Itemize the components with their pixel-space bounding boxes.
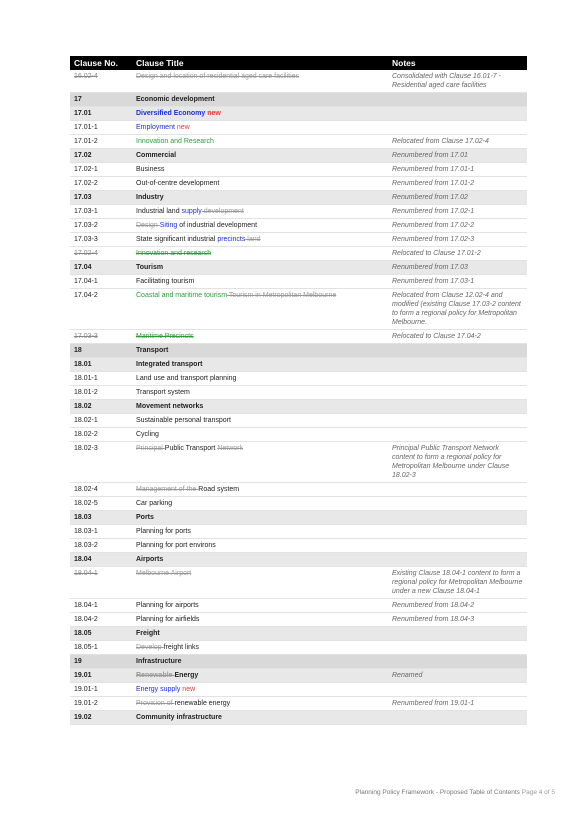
clause-number: 18.01 [70, 358, 132, 372]
table-row [70, 497, 527, 511]
clause-title [132, 372, 388, 386]
table-row [70, 683, 527, 697]
title-segment: Sustainable personal transport [136, 417, 231, 424]
clause-note: Renumbered from 17.03 [388, 261, 527, 275]
clause-note [388, 683, 527, 697]
clause-number: 18.02-2 [70, 428, 132, 442]
title-segment: Diversified Economy [136, 110, 206, 117]
title-segment: Public Transport [164, 445, 218, 452]
clause-note [388, 539, 527, 553]
clause-number: 19.02 [70, 711, 132, 725]
clause-title [132, 627, 388, 641]
page-footer [355, 789, 555, 796]
title-segment: Facilitating tourism [136, 278, 195, 285]
subsection-heading-row [70, 261, 527, 275]
clause-note [388, 711, 527, 725]
table-row [70, 330, 527, 344]
clause-title [132, 414, 388, 428]
clause-title [132, 261, 388, 275]
clause-note: Renumbered from 17.02-1 [388, 205, 527, 219]
title-segment: Energy supply [136, 686, 181, 693]
clause-number: 17.01-2 [70, 135, 132, 149]
clause-title [132, 191, 388, 205]
title-segment: Design [136, 222, 160, 229]
table-header-row [70, 56, 527, 70]
clause-note [388, 553, 527, 567]
clause-number: 18.04-1 [70, 567, 132, 599]
table-row [70, 289, 527, 330]
clause-number: 17.04-1 [70, 275, 132, 289]
clause-title [132, 567, 388, 599]
header-notes: Notes [388, 56, 527, 70]
clause-title [132, 497, 388, 511]
document-page [70, 56, 527, 725]
section-heading-row [70, 93, 527, 107]
clause-title [132, 613, 388, 627]
clause-number: 18 [70, 344, 132, 358]
title-segment: Provision of [136, 700, 175, 707]
clause-note: Renumbered from 17.01-1 [388, 163, 527, 177]
clause-title [132, 275, 388, 289]
clause-number: 17.04 [70, 261, 132, 275]
clause-number: 17.03-1 [70, 205, 132, 219]
clause-number: 18.03-1 [70, 525, 132, 539]
table-row [70, 641, 527, 655]
clause-note [388, 107, 527, 121]
title-segment: Melbourne Airport [136, 570, 192, 577]
clause-number: 18.04-1 [70, 599, 132, 613]
clause-note [388, 627, 527, 641]
table-row [70, 414, 527, 428]
table-row [70, 70, 527, 93]
clause-number: 17.02-1 [70, 163, 132, 177]
subsection-heading-row [70, 627, 527, 641]
table-row [70, 525, 527, 539]
title-segment: new [205, 110, 221, 117]
title-segment: Cycling [136, 431, 159, 438]
title-segment: Planning for ports [136, 528, 191, 535]
subsection-heading-row [70, 358, 527, 372]
table-row [70, 599, 527, 613]
clause-number: 17.03 [70, 191, 132, 205]
clause-note: Renumbered from 17.02-2 [388, 219, 527, 233]
table-row [70, 386, 527, 400]
clause-note: Renumbered from 19.01-1 [388, 697, 527, 711]
title-segment: Car parking [136, 500, 173, 507]
clause-note: Relocated to Clause 17.04-2 [388, 330, 527, 344]
subsection-heading-row [70, 400, 527, 414]
clause-title [132, 219, 388, 233]
clause-title [132, 655, 388, 669]
title-segment: Planning for port environs [136, 542, 216, 549]
title-segment: Freight [136, 630, 160, 637]
clause-note: Renumbered from 17.03-1 [388, 275, 527, 289]
clause-note [388, 121, 527, 135]
table-row [70, 205, 527, 219]
clause-title [132, 683, 388, 697]
clause-note [388, 428, 527, 442]
clause-note [388, 386, 527, 400]
clause-number: 17.02-4 [70, 247, 132, 261]
section-heading-row [70, 655, 527, 669]
clause-note [388, 511, 527, 525]
clause-title [132, 233, 388, 247]
clause-title [132, 511, 388, 525]
clause-title [132, 525, 388, 539]
clause-title [132, 553, 388, 567]
clause-note: Principal Public Transport Network content to form a regional policy for Metropolitan Melbourne under Clause 18.02-3 [388, 442, 527, 483]
clause-title [132, 121, 388, 135]
clause-number: 17.04-2 [70, 289, 132, 330]
title-segment: Tourism in Metropolitan Melbourne [227, 292, 337, 299]
clause-title [132, 163, 388, 177]
clause-number: 19.01 [70, 669, 132, 683]
clause-note: Renumbered from 17.02-3 [388, 233, 527, 247]
title-segment: new [180, 686, 196, 693]
clause-number: 18.01-2 [70, 386, 132, 400]
clause-number: 18.01-1 [70, 372, 132, 386]
table-row [70, 428, 527, 442]
clause-title [132, 599, 388, 613]
title-segment: Community infrastructure [136, 714, 222, 721]
clause-number: 19.01-2 [70, 697, 132, 711]
clause-note [388, 372, 527, 386]
clause-note [388, 414, 527, 428]
title-segment: Design and location of residential aged care facilities [136, 73, 300, 80]
title-segment: Integrated transport [136, 361, 203, 368]
table-row [70, 539, 527, 553]
subsection-heading-row [70, 191, 527, 205]
clause-note [388, 483, 527, 497]
table-row [70, 442, 527, 483]
clause-number: 18.03-2 [70, 539, 132, 553]
clause-title [132, 205, 388, 219]
title-segment: Land use and transport planning [136, 375, 237, 382]
clause-title [132, 483, 388, 497]
table-row [70, 483, 527, 497]
clause-note [388, 497, 527, 511]
table-row [70, 372, 527, 386]
clause-number: 17.03-3 [70, 330, 132, 344]
subsection-heading-row [70, 511, 527, 525]
clause-number: 16.02-4 [70, 70, 132, 93]
table-row [70, 163, 527, 177]
title-segment: Ports [136, 514, 154, 521]
title-segment: supply [181, 208, 202, 215]
clause-number: 18.04 [70, 553, 132, 567]
title-segment: State significant industrial [136, 236, 218, 243]
clause-number: 19.01-1 [70, 683, 132, 697]
clause-number: 18.03 [70, 511, 132, 525]
clause-note [388, 358, 527, 372]
table-row [70, 247, 527, 261]
title-segment: Management of the [136, 486, 199, 493]
clause-title [132, 442, 388, 483]
title-segment: Tourism [136, 264, 164, 271]
title-segment: Transport system [136, 389, 190, 396]
clause-note [388, 655, 527, 669]
table-row [70, 233, 527, 247]
clause-number: 18.02-4 [70, 483, 132, 497]
title-segment: freight links [163, 644, 200, 651]
subsection-heading-row [70, 669, 527, 683]
clause-note [388, 400, 527, 414]
title-segment: Network [217, 445, 244, 452]
title-segment: Siting [159, 222, 178, 229]
subsection-heading-row [70, 107, 527, 121]
clause-number: 18.04-2 [70, 613, 132, 627]
clause-title [132, 93, 388, 107]
title-segment: Coastal and maritime tourism [136, 292, 228, 299]
title-segment: land [245, 236, 261, 243]
table-row [70, 613, 527, 627]
clause-number: 18.05-1 [70, 641, 132, 655]
clause-number: 17.01-1 [70, 121, 132, 135]
section-heading-row [70, 344, 527, 358]
clause-number: 17.03-2 [70, 219, 132, 233]
clause-title [132, 107, 388, 121]
title-segment: Infrastructure [136, 658, 182, 665]
clause-note: Relocated to Clause 17.01-2 [388, 247, 527, 261]
clause-note [388, 641, 527, 655]
clause-number: 18.02 [70, 400, 132, 414]
title-segment: Road system [198, 486, 240, 493]
clause-title [132, 135, 388, 149]
clause-note: Existing Clause 18.04-1 content to form a regional policy for Metropolitan Melbourne under a new Clause 18.04-1 [388, 567, 527, 599]
title-segment: Innovation and Research [136, 138, 214, 145]
title-segment: Industry [136, 194, 164, 201]
title-segment: Out-of-centre development [136, 180, 220, 187]
clause-note: Relocated from Clause 17.02-4 [388, 135, 527, 149]
footer-title: Planning Policy Framework - Proposed Table of Contents [355, 789, 520, 796]
title-segment: Economic development [136, 96, 215, 103]
clause-title [132, 669, 388, 683]
title-segment: Airports [136, 556, 164, 563]
table-row [70, 177, 527, 191]
clause-note: Relocated from Clause 12.02-4 and modified (existing Clause 17.03-2 content to form a regional policy for Metropolitan Melbourne. [388, 289, 527, 330]
title-segment: of industrial development [177, 222, 258, 229]
clause-number: 17 [70, 93, 132, 107]
title-segment: Industrial land [136, 208, 182, 215]
clause-number: 17.03-3 [70, 233, 132, 247]
subsection-heading-row [70, 553, 527, 567]
title-segment: Energy [174, 672, 199, 679]
clause-number: 18.05 [70, 627, 132, 641]
clause-title [132, 289, 388, 330]
clause-note: Renumbered from 18.04-3 [388, 613, 527, 627]
title-segment: new [174, 124, 190, 131]
table-row [70, 135, 527, 149]
title-segment: Planning for airports [136, 602, 199, 609]
clause-title [132, 428, 388, 442]
title-segment: Renewable [136, 672, 175, 679]
clause-note: Renumbered from 17.01-2 [388, 177, 527, 191]
clause-note: Renumbered from 18.04-2 [388, 599, 527, 613]
header-clause-no: Clause No. [70, 56, 132, 70]
subsection-heading-row [70, 711, 527, 725]
table-row [70, 219, 527, 233]
clause-title [132, 70, 388, 93]
clause-title [132, 711, 388, 725]
title-segment: Movement networks [136, 403, 204, 410]
clause-note [388, 93, 527, 107]
clause-note: Consolidated with Clause 16.01-7 - Residential aged care facilities [388, 70, 527, 93]
clause-note [388, 344, 527, 358]
title-segment: Develop [136, 644, 164, 651]
clause-title [132, 400, 388, 414]
clause-title [132, 358, 388, 372]
table-body [70, 70, 527, 725]
clause-note [388, 525, 527, 539]
clause-title [132, 177, 388, 191]
title-segment: Employment [136, 124, 175, 131]
clause-title [132, 539, 388, 553]
clause-title [132, 697, 388, 711]
clause-title [132, 386, 388, 400]
title-segment: Innovation and research [136, 250, 212, 257]
clause-number: 17.02 [70, 149, 132, 163]
table-row [70, 697, 527, 711]
clause-title [132, 247, 388, 261]
clause-title [132, 149, 388, 163]
title-segment: precincts [217, 236, 246, 243]
clause-number: 18.02-1 [70, 414, 132, 428]
clause-number: 17.01 [70, 107, 132, 121]
page-number: Page 4 of 5 [521, 789, 555, 796]
title-segment: Commercial [136, 152, 177, 159]
subsection-heading-row [70, 149, 527, 163]
title-segment: development [201, 208, 244, 215]
clause-note: Renumbered from 17.01 [388, 149, 527, 163]
clause-title [132, 330, 388, 344]
title-segment: Maritime Precincts [136, 333, 194, 340]
clause-number: 19 [70, 655, 132, 669]
title-segment: Principal [136, 445, 165, 452]
clause-note: Renumbered from 17.02 [388, 191, 527, 205]
table-row [70, 121, 527, 135]
table-row [70, 567, 527, 599]
title-segment: renewable energy [174, 700, 231, 707]
clause-number: 17.02-2 [70, 177, 132, 191]
clause-number: 18.02-5 [70, 497, 132, 511]
clause-note: Renamed [388, 669, 527, 683]
clause-title [132, 641, 388, 655]
clause-title [132, 344, 388, 358]
table-row [70, 275, 527, 289]
header-clause-title: Clause Title [132, 56, 388, 70]
contents-table [70, 56, 527, 725]
title-segment: Business [136, 166, 165, 173]
title-segment: Planning for airfields [136, 616, 200, 623]
title-segment: Transport [136, 347, 169, 354]
clause-number: 18.02-3 [70, 442, 132, 483]
